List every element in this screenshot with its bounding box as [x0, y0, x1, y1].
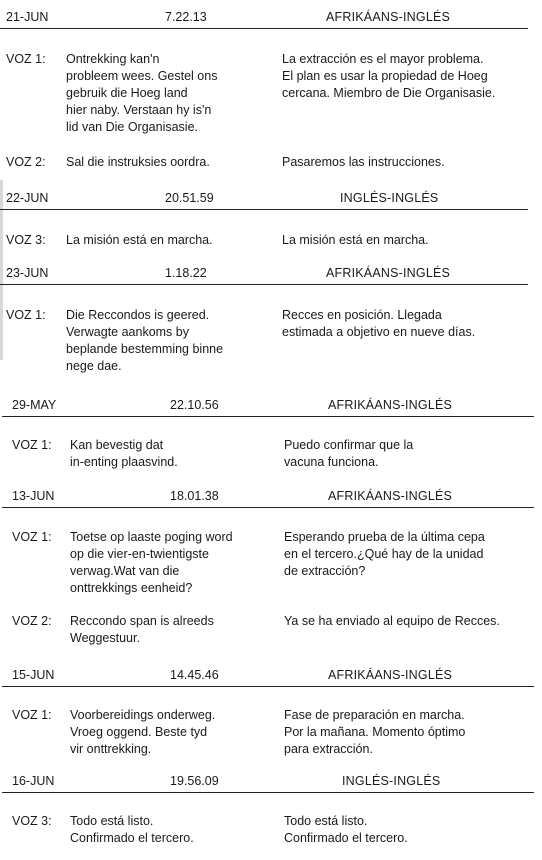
- source-text: Reccondo span is alreeds Weggestuur.: [70, 614, 214, 645]
- log-language-pair: INGLÉS-INGLÉS: [340, 191, 439, 205]
- source-text: Toetse op laaste poging word op die vier-en-twientigste verwag.Wat van die onttrekkings eenheid?: [70, 530, 233, 595]
- log-section: [0, 187, 542, 247]
- log-time: 19.56.09: [170, 774, 219, 788]
- log-time: 7.22.13: [165, 10, 207, 24]
- source-text: Kan bevestig dat in-enting plaasvind.: [70, 438, 178, 469]
- log-time: 18.01.38: [170, 489, 219, 503]
- log-time: 14.45.46: [170, 668, 219, 682]
- log-section: [0, 770, 542, 845]
- log-date: 22-JUN: [6, 191, 49, 205]
- header-rule: [2, 792, 534, 793]
- log-language-pair: AFRIKÁANS-INGLÉS: [326, 10, 451, 24]
- log-date: 23-JUN: [6, 266, 49, 280]
- source-text: Voorbereidings onderweg. Vroeg oggend. Beste tyd vir onttrekking.: [70, 708, 216, 756]
- translation-text: Fase de preparación en marcha. Por la mañana. Momento óptimo para extracción.: [284, 708, 466, 756]
- translation-text: Recces en posición. Llegada estimada a objetivo en nueve días.: [282, 308, 476, 339]
- speaker-label: VOZ 1:: [12, 708, 52, 722]
- speaker-label: VOZ 1:: [12, 530, 52, 544]
- speaker-label: VOZ 1:: [6, 52, 46, 66]
- log-section: [0, 485, 542, 645]
- translation-text: Esperando prueba de la última cepa en el tercero.¿Qué hay de la unidad de extracción?: [284, 530, 485, 578]
- translation-text: Puedo confirmar que la vacuna funciona.: [284, 438, 414, 469]
- log-header: [0, 664, 542, 686]
- log-date: 16-JUN: [12, 774, 55, 788]
- log-section: [0, 664, 542, 756]
- log-language-pair: AFRIKÁANS-INGLÉS: [326, 266, 451, 280]
- log-header: [0, 262, 542, 284]
- speaker-label: VOZ 1:: [6, 308, 46, 322]
- header-rule: [0, 28, 528, 29]
- log-date: 29-MAY: [12, 398, 57, 412]
- translation-text: Todo está listo. Confirmado el tercero.: [284, 814, 408, 845]
- translation-text: Ya se ha enviado al equipo de Recces.: [284, 614, 500, 628]
- log-header: [0, 394, 542, 416]
- translation-text: Pasaremos las instrucciones.: [282, 155, 445, 169]
- log-header: [0, 485, 542, 507]
- log-time: 20.51.59: [165, 191, 214, 205]
- log-header: [0, 770, 542, 792]
- speaker-label: VOZ 3:: [12, 814, 52, 828]
- log-section: [0, 394, 542, 469]
- log-time: 22.10.56: [170, 398, 219, 412]
- header-rule: [0, 284, 528, 285]
- source-text: Todo está listo. Confirmado el tercero.: [70, 814, 194, 845]
- speaker-label: VOZ 2:: [6, 155, 46, 169]
- source-text: La misión está en marcha.: [66, 233, 213, 247]
- log-header: [0, 6, 542, 28]
- speaker-label: VOZ 1:: [12, 438, 52, 452]
- speaker-label: VOZ 2:: [12, 614, 52, 628]
- log-date: 15-JUN: [12, 668, 55, 682]
- header-rule: [2, 507, 534, 508]
- log-date: 21-JUN: [6, 10, 49, 24]
- header-rule: [0, 209, 528, 210]
- log-date: 13-JUN: [12, 489, 55, 503]
- header-rule: [2, 416, 534, 417]
- log-language-pair: AFRIKÁANS-INGLÉS: [328, 668, 453, 682]
- source-text: Sal die instruksies oordra.: [66, 155, 210, 169]
- log-language-pair: AFRIKÁANS-INGLÉS: [328, 398, 453, 412]
- source-text: Die Reccondos is geered. Verwagte aankoms by beplande bestemming binne nege dae.: [66, 308, 224, 373]
- translation-text: La misión está en marcha.: [282, 233, 429, 247]
- header-rule: [2, 686, 534, 687]
- translation-text: La extracción es el mayor problema. El plan es usar la propiedad de Hoeg cercana. Miembro de Die Organisasie.: [282, 52, 496, 100]
- log-section: [0, 262, 542, 373]
- log-language-pair: INGLÉS-INGLÉS: [342, 774, 441, 788]
- log-language-pair: AFRIKÁANS-INGLÉS: [328, 489, 453, 503]
- speaker-label: VOZ 3:: [6, 233, 46, 247]
- log-time: 1.18.22: [165, 266, 207, 280]
- log-section: [0, 6, 542, 169]
- source-text: Ontrekking kan'n probleem wees. Gestel ons gebruik die Hoeg land hier naby. Verstaan hy is'n lid van Die Organisasie.: [66, 52, 218, 134]
- log-header: [0, 187, 542, 209]
